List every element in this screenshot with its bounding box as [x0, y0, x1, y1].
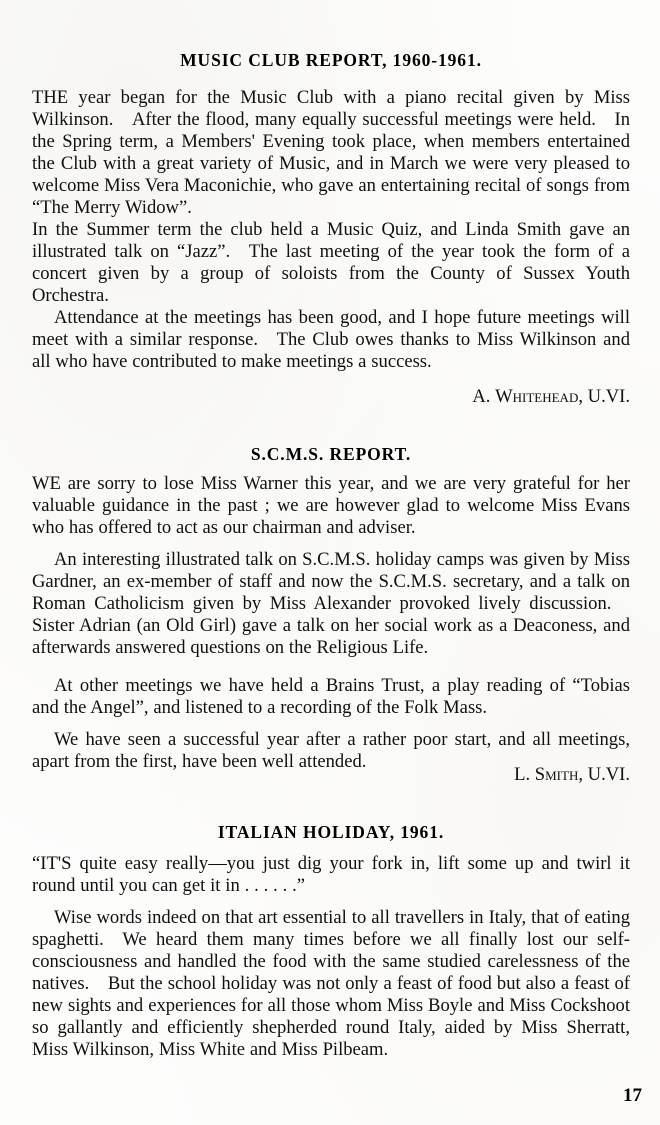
paragraph-block — [32, 87, 630, 219]
author-signature — [32, 764, 630, 786]
signature-surname: Whitehead — [495, 386, 579, 407]
page-content — [32, 0, 630, 1125]
section-heading-scms-report — [32, 444, 630, 465]
signature-block — [32, 764, 630, 786]
body-paragraph: “IT'S quite easy really—you just dig your fork in, lift some up and twirl it round until you can get it in . . . . . .” — [32, 853, 630, 896]
page-title: S.C.M.S. REPORT. — [250, 444, 412, 464]
signature-suffix: , U.VI. — [578, 764, 630, 785]
paragraph-block — [32, 549, 630, 659]
section-heading-music-club-report — [32, 50, 630, 71]
body-paragraph: In the Summer term the club held a Music Quiz, and Linda Smith gave an illustrated talk on “Jazz”. The last meeting of the year took the form of a concert given by a group of soloists from the County of Sussex Youth Orchestra. — [32, 219, 630, 306]
paragraph-block — [32, 853, 630, 897]
signature-block — [32, 386, 630, 408]
paragraph-block — [32, 907, 630, 1061]
paragraph-block — [32, 307, 630, 373]
signature-suffix: , U.VI. — [578, 386, 630, 407]
section-heading-italian-holiday — [32, 822, 630, 843]
page-number: 17 — [623, 1085, 642, 1106]
signature-surname: Smith — [534, 764, 579, 785]
paragraph-block — [32, 473, 630, 539]
body-paragraph: An interesting illustrated talk on S.C.M.S. holiday camps was given by Miss Gardner, an ex-member of staff and now the S.C.M.S. secretary, and a talk on Roman Catholicism given by Miss Alexander provoked lively discussion. Sister Adrian (an Old Girl) gave a talk on her social work as a Deaconess, and afterwards answered questions on the Religious Life. — [32, 549, 630, 658]
body-paragraph: We have seen a successful year after a rather poor start, and all meetings, apart from the first, have been well attended. — [32, 729, 630, 772]
body-paragraph: Attendance at the meetings has been good, and I hope future meetings will meet with a similar response. The Club owes thanks to Miss Wilkinson and all who have contributed to make meetings a success. — [32, 307, 630, 372]
body-paragraph: Wise words indeed on that art essential to all travellers in Italy, that of eating spaghetti. We heard them many times before we all finally lost our self-consciousness and handled the food with the same studied carelessness of the natives. But the school holiday was not only a feast of food but also a feast of new sights and experiences for all those whom Miss Boyle and Miss Cockshoot so gallantly and efficiently shepherded round Italy, aided by Miss Sherratt, Miss Wilkinson, Miss White and Miss Pilbeam. — [32, 907, 630, 1060]
page-title: MUSIC CLUB REPORT, 1960-1961. — [180, 50, 482, 70]
paragraph-block — [32, 219, 630, 307]
author-signature — [32, 386, 630, 408]
page-title: ITALIAN HOLIDAY, 1961. — [217, 822, 445, 842]
signature-initial: L. — [514, 764, 535, 785]
body-paragraph: At other meetings we have held a Brains Trust, a play reading of “Tobias and the Angel”, and listened to a recording of the Folk Mass. — [32, 675, 630, 718]
body-paragraph: WE are sorry to lose Miss Warner this year, and we are very grateful for her valuable guidance in the past ; we are however glad to welcome Miss Evans who has offered to act as our chairman and adviser. — [32, 473, 630, 538]
paragraph-block — [32, 675, 630, 719]
body-paragraph: THE year began for the Music Club with a piano recital given by Miss Wilkinson. After the flood, many equally successful meetings were held. In the Spring term, a Members' Evening took place, when members entertained the Club with a great variety of Music, and in March we were very pleased to welcome Miss Vera Maconichie, who gave an entertaining recital of songs from “The Merry Widow”. — [32, 87, 630, 218]
signature-initial: A. — [472, 386, 496, 407]
